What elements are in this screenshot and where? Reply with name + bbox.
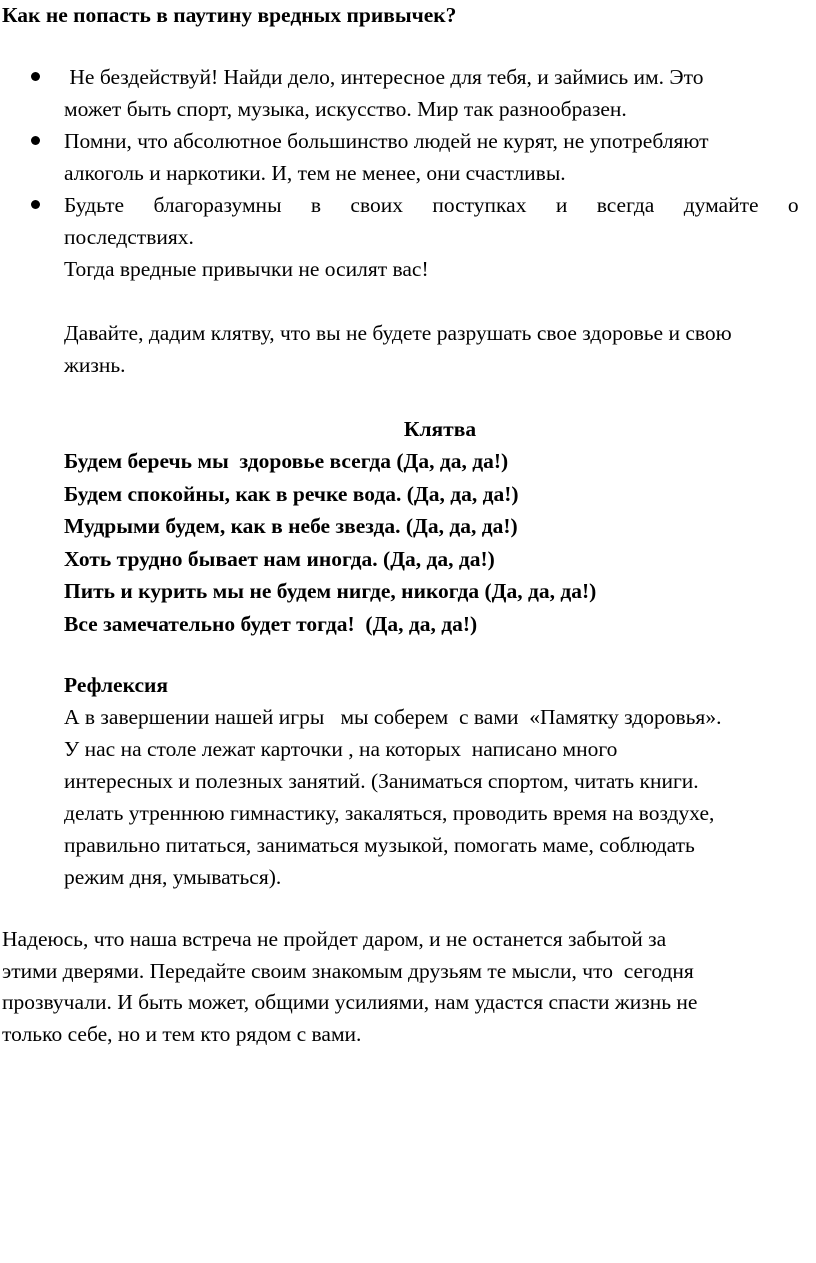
advice-line: может быть спорт, музыка, искусство. Мир так разнообразен. (64, 97, 627, 121)
advice-item (0, 61, 816, 125)
advice-line: Помни, что абсолютное большинство людей не курят, не употребляют (64, 129, 709, 153)
closing-paragraph (2, 924, 812, 1050)
advice-item (0, 189, 816, 253)
invitation-paragraph (64, 317, 816, 381)
closing-line: прозвучали. И быть может, общими усилиями, нам удастся спасти жизнь не (2, 990, 698, 1014)
advice-line: последствиях. (64, 225, 194, 249)
after-bullets-text: Тогда вредные привычки не осилят вас! (64, 257, 429, 281)
oath-title: Клятва (403, 417, 477, 441)
reflection-line: правильно питаться, заниматься музыкой, помогать маме, соблюдать (64, 833, 695, 857)
oath-line: Мудрыми будем, как в небе звезда. (Да, да, да!) (64, 514, 518, 538)
reflection-line: режим дня, умываться). (64, 865, 282, 889)
reflection-paragraph (64, 701, 816, 893)
closing-line: Надеюсь, что наша встреча не пройдет даром, и не останется забытой за (2, 927, 667, 951)
oath-line: Будем спокойны, как в речке вода. (Да, да, да!) (64, 481, 519, 506)
reflection-line: У нас на столе лежат карточки , на которых написано много (64, 737, 618, 761)
bullet-icon (31, 72, 40, 81)
advice-item (0, 125, 816, 189)
bullet-icon (31, 200, 40, 209)
advice-line: Не бездействуй! Найди дело, интересное для тебя, и займись им. Это (64, 65, 704, 89)
advice-line: Будьте благоразумны в своих поступках и всегда думайте о (64, 193, 799, 217)
invitation-line: жизнь. (64, 353, 126, 377)
oath-line: Хоть трудно бывает нам иногда. (Да, да, да!) (64, 546, 495, 571)
oath-line: Будем беречь мы здоровье всегда (Да, да, да!) (64, 449, 509, 473)
closing-line: этими дверями. Передайте своим знакомым друзьям те мысли, что сегодня (2, 958, 694, 983)
bullet-icon (31, 136, 40, 145)
invitation-line: Давайте, дадим клятву, что вы не будете разрушать свое здоровье и свою (64, 321, 732, 345)
reflection-line: интересных и полезных занятий. (Заниматься спортом, читать книги. (64, 769, 699, 793)
advice-list (0, 61, 816, 253)
reflection-heading: Рефлексия (64, 673, 169, 697)
document-title: Как не попасть в паутину вредных привычек? (2, 3, 457, 27)
oath-line: Все замечательно будет тогда! (Да, да, да!) (64, 611, 478, 636)
reflection-line: А в завершении нашей игры мы соберем с вами «Памятку здоровья». (64, 705, 722, 729)
reflection-line: делать утреннюю гимнастику, закаляться, проводить время на воздухе, (64, 801, 715, 825)
oath-list (64, 445, 816, 640)
oath-line: Пить и курить мы не будем нигде, никогда (Да, да, да!) (64, 579, 597, 603)
closing-line: только себе, но и тем кто рядом с вами. (2, 1021, 362, 1046)
advice-line: алкоголь и наркотики. И, тем не менее, они счастливы. (64, 161, 566, 185)
